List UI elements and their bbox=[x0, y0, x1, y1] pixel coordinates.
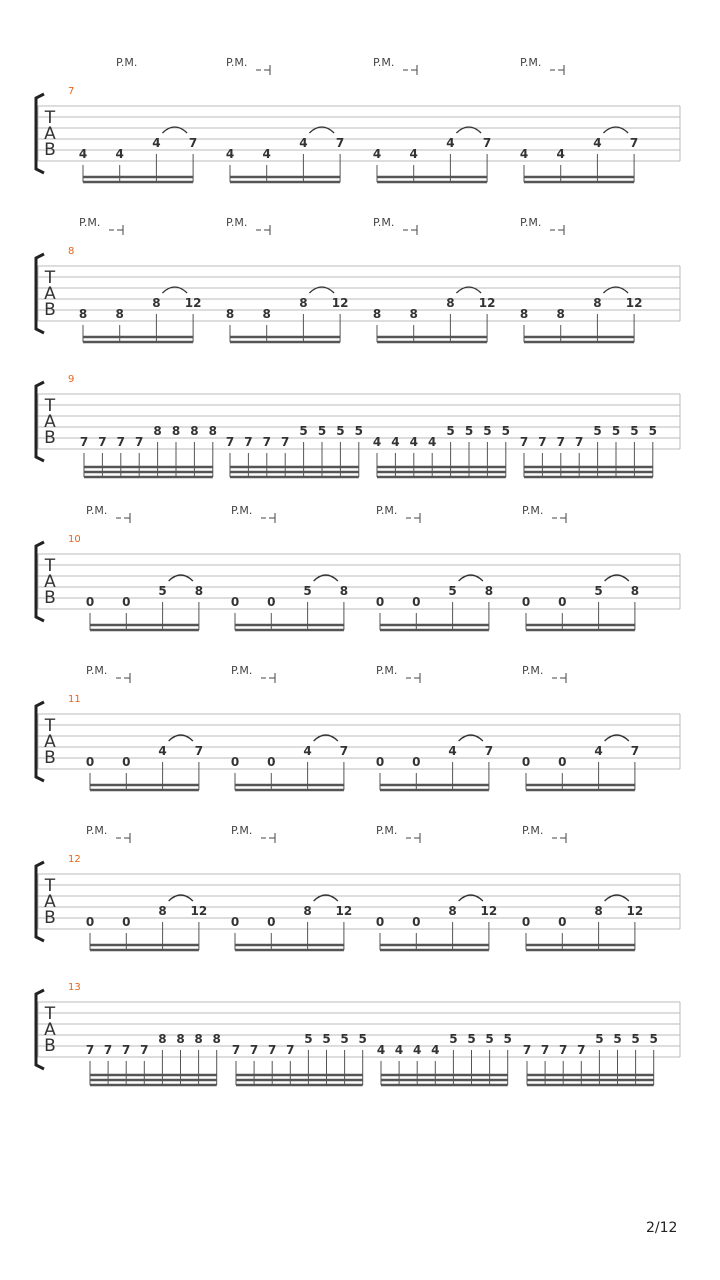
fret-number: 5 bbox=[611, 424, 621, 438]
palm-mute-label: P.M. bbox=[79, 216, 101, 229]
measure-number: 13 bbox=[68, 982, 81, 993]
fret-number: 5 bbox=[446, 424, 455, 438]
fret-number: 7 bbox=[540, 1043, 550, 1057]
palm-mute-label: P.M. bbox=[520, 216, 542, 229]
fret-number: 8 bbox=[594, 904, 603, 918]
fret-number: 0 bbox=[558, 915, 567, 929]
palm-mute-label: P.M. bbox=[376, 504, 398, 517]
fret-number: 0 bbox=[558, 595, 567, 609]
palm-mute-label: P.M. bbox=[376, 664, 398, 677]
fret-number: 8 bbox=[262, 307, 271, 321]
fret-number: 4 bbox=[413, 1043, 422, 1057]
fret-number: 5 bbox=[449, 1032, 458, 1046]
fret-number: 4 bbox=[78, 147, 88, 161]
fret-number: 0 bbox=[267, 755, 276, 769]
measure-number: 11 bbox=[68, 694, 81, 705]
fret-number: 7 bbox=[522, 1043, 532, 1057]
fret-number: 7 bbox=[559, 1043, 568, 1057]
fret-number: 0 bbox=[85, 915, 95, 929]
fret-number: 5 bbox=[593, 424, 602, 438]
fret-number: 12 bbox=[331, 296, 349, 310]
fret-number: 8 bbox=[519, 307, 529, 321]
fret-number: 5 bbox=[649, 1032, 658, 1046]
tab-letter: B bbox=[44, 748, 56, 768]
fret-number: 7 bbox=[538, 435, 547, 449]
fret-number: 0 bbox=[521, 595, 531, 609]
fret-number: 4 bbox=[372, 147, 382, 161]
fret-number: 0 bbox=[85, 595, 95, 609]
fret-number: 8 bbox=[153, 424, 162, 438]
fret-number: 5 bbox=[464, 424, 474, 438]
fret-number: 5 bbox=[503, 1032, 512, 1046]
tab-letter: B bbox=[44, 1036, 56, 1056]
fret-number: 12 bbox=[184, 296, 202, 310]
fret-number: 0 bbox=[412, 595, 421, 609]
fret-number: 0 bbox=[267, 915, 276, 929]
fret-number: 7 bbox=[103, 1043, 113, 1057]
fret-number: 4 bbox=[556, 147, 565, 161]
fret-number: 7 bbox=[116, 435, 125, 449]
fret-number: 8 bbox=[556, 307, 565, 321]
tab-letter: T bbox=[44, 556, 56, 576]
fret-number: 7 bbox=[281, 435, 290, 449]
palm-mute-label: P.M. bbox=[522, 504, 544, 517]
palm-mute-label: P.M. bbox=[522, 824, 544, 837]
fret-number: 4 bbox=[299, 136, 308, 150]
palm-mute-label: P.M. bbox=[522, 664, 544, 677]
fret-number: 4 bbox=[303, 744, 312, 758]
tab-letter: T bbox=[44, 268, 56, 288]
fret-number: 0 bbox=[122, 755, 131, 769]
measure-number: 9 bbox=[68, 374, 75, 385]
fret-number: 5 bbox=[303, 584, 312, 598]
fret-number: 7 bbox=[231, 1043, 241, 1057]
tab-letter: A bbox=[44, 572, 56, 592]
fret-number: 8 bbox=[593, 296, 602, 310]
fret-number: 7 bbox=[85, 1043, 95, 1057]
fret-number: 4 bbox=[394, 1043, 404, 1057]
fret-number: 8 bbox=[630, 584, 640, 598]
fret-number: 0 bbox=[267, 595, 276, 609]
fret-number: 8 bbox=[446, 296, 455, 310]
measure-number: 8 bbox=[68, 246, 75, 257]
fret-number: 4 bbox=[446, 136, 455, 150]
fret-number: 5 bbox=[595, 1032, 604, 1046]
palm-mute-label: P.M. bbox=[226, 216, 248, 229]
fret-number: 0 bbox=[375, 915, 385, 929]
tab-letter: A bbox=[44, 732, 56, 752]
fret-number: 5 bbox=[501, 424, 510, 438]
fret-number: 0 bbox=[412, 755, 421, 769]
fret-number: 12 bbox=[478, 296, 496, 310]
fret-number: 8 bbox=[176, 1032, 185, 1046]
fret-number: 8 bbox=[212, 1032, 221, 1046]
palm-mute-label: P.M. bbox=[373, 216, 395, 229]
fret-number: 7 bbox=[225, 435, 235, 449]
fret-number: 5 bbox=[467, 1032, 476, 1046]
fret-number: 0 bbox=[558, 755, 567, 769]
fret-number: 7 bbox=[482, 136, 492, 150]
fret-number: 7 bbox=[194, 744, 204, 758]
fret-number: 5 bbox=[317, 424, 327, 438]
fret-number: 4 bbox=[431, 1043, 440, 1057]
fret-number: 4 bbox=[594, 744, 603, 758]
fret-number: 7 bbox=[286, 1043, 295, 1057]
fret-number: 7 bbox=[484, 744, 494, 758]
fret-number: 0 bbox=[85, 755, 95, 769]
fret-number: 4 bbox=[519, 147, 529, 161]
fret-number: 4 bbox=[262, 147, 271, 161]
fret-number: 4 bbox=[225, 147, 235, 161]
fret-number: 5 bbox=[631, 1032, 640, 1046]
fret-number: 0 bbox=[230, 595, 240, 609]
fret-number: 5 bbox=[340, 1032, 349, 1046]
fret-number: 5 bbox=[354, 424, 363, 438]
fret-number: 8 bbox=[152, 296, 161, 310]
fret-number: 8 bbox=[299, 296, 308, 310]
tab-letter: T bbox=[44, 1004, 56, 1024]
fret-number: 8 bbox=[190, 424, 199, 438]
fret-number: 0 bbox=[521, 915, 531, 929]
palm-mute-label: P.M. bbox=[520, 56, 542, 69]
tab-letter: T bbox=[44, 396, 56, 416]
fret-number: 0 bbox=[375, 755, 385, 769]
fret-number: 5 bbox=[358, 1032, 367, 1046]
fret-number: 8 bbox=[158, 1032, 167, 1046]
fret-number: 12 bbox=[190, 904, 208, 918]
fret-number: 4 bbox=[391, 435, 400, 449]
fret-number: 5 bbox=[158, 584, 167, 598]
fret-number: 7 bbox=[519, 435, 529, 449]
fret-number: 7 bbox=[79, 435, 89, 449]
fret-number: 12 bbox=[625, 296, 643, 310]
fret-number: 8 bbox=[171, 424, 181, 438]
fret-number: 7 bbox=[122, 1043, 131, 1057]
fret-number: 7 bbox=[140, 1043, 149, 1057]
page-number: 2/12 bbox=[646, 1220, 678, 1236]
fret-number: 8 bbox=[372, 307, 382, 321]
tab-letter: A bbox=[44, 1020, 56, 1040]
fret-number: 4 bbox=[409, 147, 418, 161]
tab-letter: A bbox=[44, 124, 56, 144]
fret-number: 4 bbox=[428, 435, 437, 449]
fret-number: 5 bbox=[299, 424, 308, 438]
fret-number: 0 bbox=[122, 915, 131, 929]
fret-number: 8 bbox=[484, 584, 494, 598]
fret-number: 5 bbox=[304, 1032, 313, 1046]
tab-letter: B bbox=[44, 140, 56, 160]
fret-number: 8 bbox=[115, 307, 124, 321]
tab-letter: B bbox=[44, 300, 56, 320]
fret-number: 8 bbox=[194, 584, 204, 598]
fret-number: 5 bbox=[594, 584, 603, 598]
tab-letter: B bbox=[44, 908, 56, 928]
fret-number: 5 bbox=[322, 1032, 331, 1046]
fret-number: 7 bbox=[556, 435, 565, 449]
fret-number: 4 bbox=[409, 435, 418, 449]
tab-letter: T bbox=[44, 108, 56, 128]
fret-number: 8 bbox=[208, 424, 217, 438]
fret-number: 7 bbox=[135, 435, 144, 449]
fret-number: 7 bbox=[249, 1043, 259, 1057]
fret-number: 12 bbox=[626, 904, 644, 918]
fret-number: 4 bbox=[448, 744, 457, 758]
fret-number: 8 bbox=[158, 904, 167, 918]
fret-number: 7 bbox=[575, 435, 584, 449]
fret-number: 7 bbox=[339, 744, 349, 758]
tab-letter: A bbox=[44, 412, 56, 432]
fret-number: 8 bbox=[225, 307, 235, 321]
fret-number: 8 bbox=[303, 904, 312, 918]
fret-number: 5 bbox=[613, 1032, 622, 1046]
palm-mute-label: P.M. bbox=[231, 504, 253, 517]
fret-number: 8 bbox=[448, 904, 457, 918]
palm-mute-label: P.M. bbox=[373, 56, 395, 69]
fret-number: 4 bbox=[593, 136, 602, 150]
palm-mute-label: P.M. bbox=[86, 664, 108, 677]
fret-number: 8 bbox=[194, 1032, 203, 1046]
palm-mute-label: P.M. bbox=[231, 824, 253, 837]
tab-letter: T bbox=[44, 716, 56, 736]
fret-number: 4 bbox=[158, 744, 167, 758]
tab-letter: A bbox=[44, 892, 56, 912]
fret-number: 7 bbox=[268, 1043, 277, 1057]
fret-number: 4 bbox=[376, 1043, 386, 1057]
fret-number: 7 bbox=[188, 136, 198, 150]
palm-mute-label: P.M. bbox=[226, 56, 248, 69]
fret-number: 7 bbox=[244, 435, 253, 449]
measure-number: 12 bbox=[68, 854, 81, 865]
fret-number: 0 bbox=[122, 595, 131, 609]
fret-number: 0 bbox=[521, 755, 531, 769]
measure-number: 7 bbox=[68, 86, 75, 97]
fret-number: 7 bbox=[335, 136, 345, 150]
fret-number: 5 bbox=[448, 584, 457, 598]
fret-number: 12 bbox=[480, 904, 498, 918]
fret-number: 7 bbox=[98, 435, 107, 449]
fret-number: 4 bbox=[152, 136, 161, 150]
tab-letter: B bbox=[44, 588, 56, 608]
fret-number: 7 bbox=[262, 435, 271, 449]
fret-number: 4 bbox=[115, 147, 124, 161]
fret-number: 8 bbox=[409, 307, 418, 321]
palm-mute-label: P.M. bbox=[86, 504, 108, 517]
palm-mute-label: P.M. bbox=[376, 824, 398, 837]
fret-number: 5 bbox=[648, 424, 657, 438]
palm-mute-label: P.M. bbox=[86, 824, 108, 837]
fret-number: 8 bbox=[78, 307, 88, 321]
fret-number: 7 bbox=[629, 136, 639, 150]
tab-letter: T bbox=[44, 876, 56, 896]
tab-letter: A bbox=[44, 284, 56, 304]
fret-number: 5 bbox=[336, 424, 345, 438]
fret-number: 0 bbox=[412, 915, 421, 929]
fret-number: 5 bbox=[485, 1032, 494, 1046]
fret-number: 5 bbox=[483, 424, 492, 438]
fret-number: 5 bbox=[630, 424, 639, 438]
fret-number: 8 bbox=[339, 584, 349, 598]
palm-mute-label: P.M. bbox=[231, 664, 253, 677]
fret-number: 7 bbox=[630, 744, 640, 758]
fret-number: 4 bbox=[372, 435, 382, 449]
fret-number: 0 bbox=[230, 755, 240, 769]
palm-mute-label: P.M. bbox=[116, 56, 138, 69]
fret-number: 0 bbox=[375, 595, 385, 609]
tab-letter: B bbox=[44, 428, 56, 448]
measure-number: 10 bbox=[68, 534, 81, 545]
fret-number: 7 bbox=[577, 1043, 586, 1057]
fret-number: 0 bbox=[230, 915, 240, 929]
fret-number: 12 bbox=[335, 904, 353, 918]
